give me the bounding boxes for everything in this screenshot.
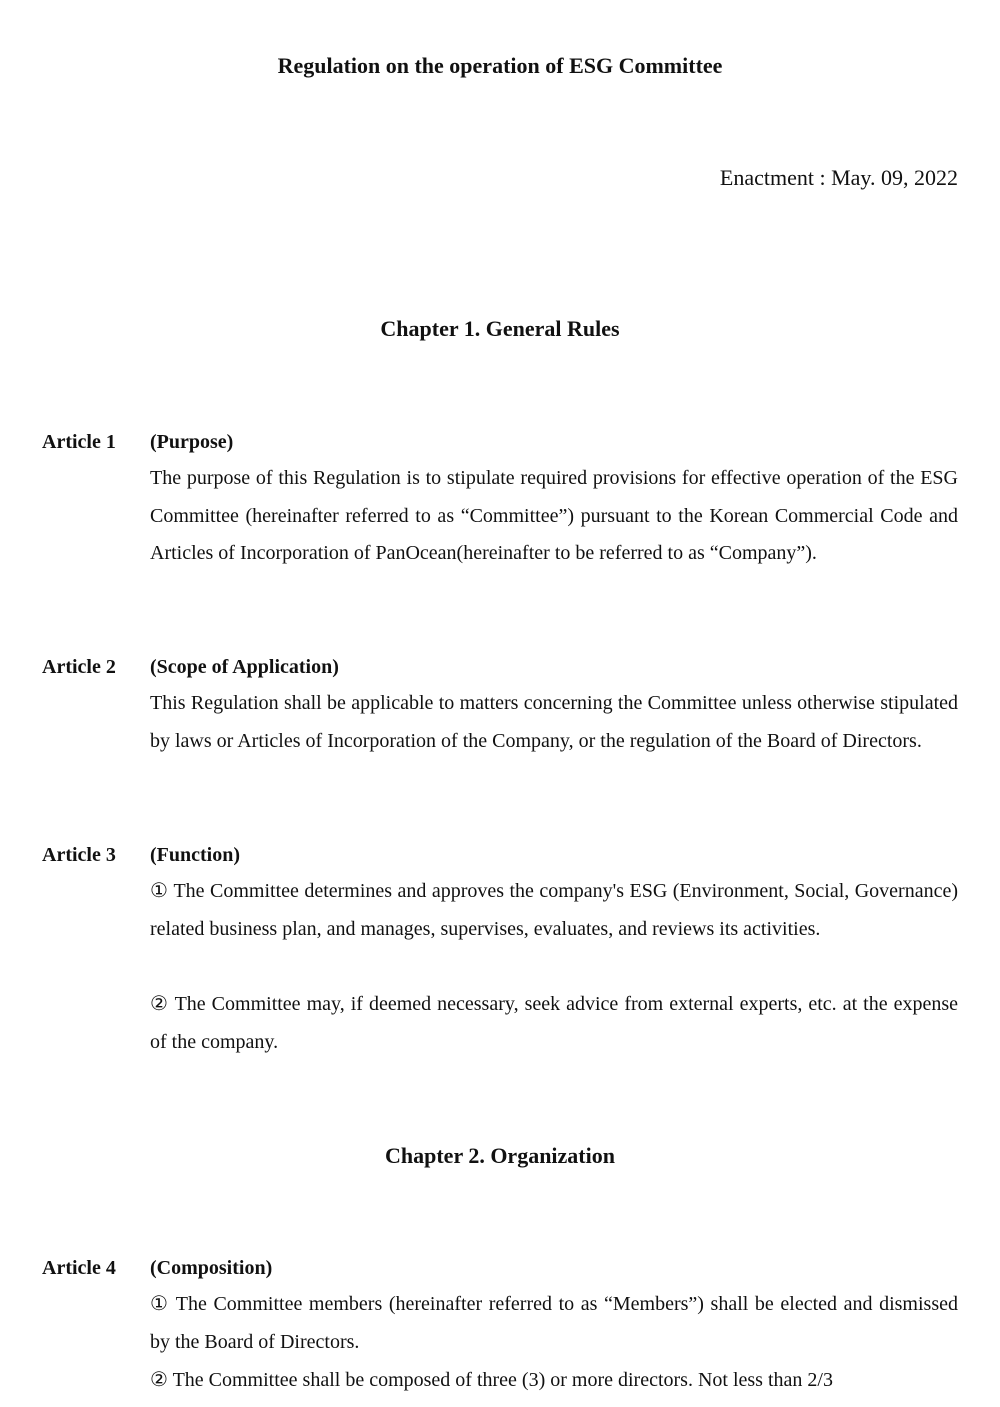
article-2-label: Article 2 [42, 656, 116, 678]
article-1-label: Article 1 [42, 431, 116, 453]
article-2-title: (Scope of Application) [150, 656, 339, 678]
chapter-2-heading: Chapter 2. Organization [385, 1143, 615, 1168]
article-4-paragraph-1: ① The Committee members (hereinafter referred to as “Members”) shall be elected and dismissed by the Board of Directors. [150, 1293, 958, 1353]
enactment-date: Enactment : May. 09, 2022 [719, 165, 958, 190]
article-4-label: Article 4 [42, 1257, 116, 1279]
article-3-title: (Function) [150, 844, 240, 866]
article-1-title: (Purpose) [150, 431, 234, 453]
chapter-1-heading: Chapter 1. General Rules [380, 316, 620, 341]
article-3-label: Article 3 [42, 844, 116, 866]
article-2-paragraph: This Regulation shall be applicable to matters concerning the Committee unless otherwise stipulated by laws or Articles of Incorporation of the Company, or the regulation of the Board of Directors. [150, 692, 958, 752]
article-4-paragraph-2: ② The Committee shall be composed of three (3) or more directors. Not less than 2/3 [150, 1369, 833, 1391]
article-3-paragraph-2: ② The Committee may, if deemed necessary, seek advice from external experts, etc. at the expense of the company. [150, 993, 958, 1053]
article-3-paragraph-1: ① The Committee determines and approves the company's ESG (Environment, Social, Governance) related business plan, and manages, supervises, evaluates, and reviews its activities. [150, 880, 958, 940]
article-4-title: (Composition) [150, 1257, 273, 1279]
article-1-paragraph: The purpose of this Regulation is to stipulate required provisions for effective operation of the ESG Committee (hereinafter referred to as “Committee”) pursuant to the Korean Commercial Code and Articles of Incorporation of PanOcean(hereinafter to be referred to as “Company”). [150, 467, 958, 564]
document-title: Regulation on the operation of ESG Committee [277, 53, 723, 78]
